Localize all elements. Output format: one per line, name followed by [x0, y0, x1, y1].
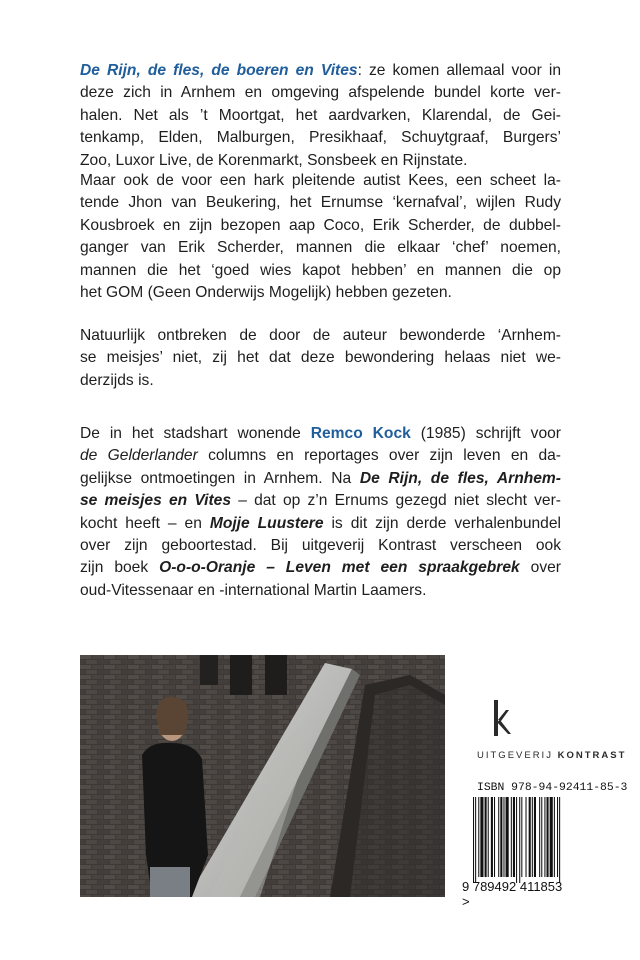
blurb-line: derzijds is. [80, 371, 154, 389]
blurb-paragraph-3 [80, 325, 561, 392]
bio-text: columns en reportages over zijn leven en da- [197, 447, 561, 465]
blurb-line: het GOM (Geen Onderwijs Mogelijk) hebben gezeten. [80, 284, 452, 302]
barcode-bar [526, 797, 527, 877]
author-photo [80, 655, 445, 897]
barcode-bar [498, 797, 499, 877]
bio-text: is dit zijn derde verhalenbundel [323, 514, 561, 532]
blurb-line: Natuurlijk ontbreken de door de auteur bewonderde ‘Arnhem- [80, 327, 561, 344]
barcode-bar [516, 797, 517, 883]
barcode-bar [473, 797, 474, 883]
kontrast-k-logo-icon [492, 700, 512, 736]
publisher-name [477, 750, 626, 761]
blurb-line: halen. Net als ’t Moortgat, het aardvarken, Klarendal, de Gei- [80, 106, 561, 124]
bio-text: zijn boek [80, 559, 160, 577]
barcode-bar [491, 797, 493, 877]
barcode-bar [521, 797, 522, 877]
barcode-bar [539, 797, 540, 877]
isbn-label: ISBN 978-94-92411-85-3 [477, 782, 628, 794]
publisher-name-light: UITGEVERIJ [477, 750, 558, 761]
bio-line: oud-Vitessenaar en -international Martin Laamers. [80, 581, 427, 599]
lead-title: De Rijn, de fles, de boeren en Vites [80, 62, 358, 79]
blurb-line: se meisjes’ niet, zij het dat deze bewondering helaas niet we- [80, 349, 561, 367]
barcode-bar [541, 797, 542, 877]
bio-line [80, 445, 561, 467]
barcode-bar [485, 797, 487, 877]
barcode-bar [506, 797, 509, 877]
blurb-line: deze zich in Arnhem en omgeving afspelende bundel korte ver- [80, 84, 561, 102]
bio-text: over [519, 559, 561, 577]
blurb-line: ganger van Erik Scherder, mannen die elkaar ‘chef’ noemen, [80, 239, 561, 257]
blurb-line [80, 60, 561, 82]
barcode-bar [488, 797, 489, 877]
bio-line [80, 513, 561, 535]
bio-line [80, 557, 561, 579]
book-title: Mojje Luustere [209, 514, 324, 532]
barcode-bar [480, 797, 483, 877]
blurb-line: tenkamp, Elden, Malburgen, Presikhaaf, Schuytgraaf, Burgers’ [80, 129, 561, 147]
barcode-bar [557, 797, 558, 877]
barcode-bar [513, 797, 515, 877]
blurb-line: Zoo, Luxor Live, de Korenmarkt, Sonsbeek en Rijnstate. [80, 151, 468, 169]
blurb-line: Kousbroek en zijn bezopen aap Coco, Erik Scherder, de dubbel- [80, 216, 561, 234]
bio-line [80, 468, 561, 490]
blurb-line: mannen die het ‘goed wies kapot hebben’ en mannen die op [80, 261, 561, 279]
barcode-bar [529, 797, 531, 877]
blurb-paragraph-1 [80, 60, 561, 172]
newspaper-title: de Gelderlander [80, 447, 198, 465]
bio-line [80, 423, 561, 445]
barcode-bar [494, 797, 495, 877]
barcode-bar [511, 797, 512, 877]
barcode-bar [534, 797, 536, 877]
barcode-bar [550, 797, 553, 877]
barcode-bar [519, 797, 520, 883]
bio-text: – dat op z’n Ernums gezegd niet slecht ver- [231, 492, 561, 510]
author-photo-illustration [80, 655, 445, 897]
barcode-bar [503, 797, 504, 877]
barcode-bar [559, 797, 560, 883]
bio-text: kocht heeft – en [80, 514, 210, 532]
barcode-bar [478, 797, 479, 877]
book-title: O-o-o-Oranje – Leven met een spraakgebrek [159, 559, 520, 577]
barcode-bar [554, 797, 555, 877]
bio-text: (1985) schrijft voor [410, 425, 561, 442]
lead-rest: : ze komen allemaal voor in [357, 62, 561, 79]
barcode-bar [475, 797, 476, 883]
publisher-name-bold: KONTRAST [557, 750, 627, 761]
barcode-bar [547, 797, 549, 877]
barcode-bar [532, 797, 533, 877]
bio-text: gelijkse ontmoetingen in Arnhem. Na [80, 469, 360, 487]
author-name: Remco Kock [310, 425, 411, 442]
blurb-line: Maar ook de voor een hark pleitende autist Kees, een scheet la- [80, 172, 561, 189]
bio-line [80, 490, 561, 512]
book-title: se meisjes en Vites [80, 492, 232, 510]
blurb-paragraph-2 [80, 170, 561, 304]
barcode-bar [544, 797, 545, 877]
barcode-bar [500, 797, 502, 877]
bio-line: over zijn geboortestad. Bij uitgeverij Kontrast verscheen ook [80, 537, 561, 555]
book-title: De Rijn, de fles, Arnhem- [359, 469, 561, 487]
blurb-line: tende Jhon van Beukering, het Ernumse ‘kernafval’, wijlen Rudy [80, 194, 561, 212]
author-bio [80, 423, 561, 602]
bio-text: De in het stadshart wonende [80, 425, 311, 442]
barcode-digits: 9 789492 411853 > [462, 879, 563, 909]
